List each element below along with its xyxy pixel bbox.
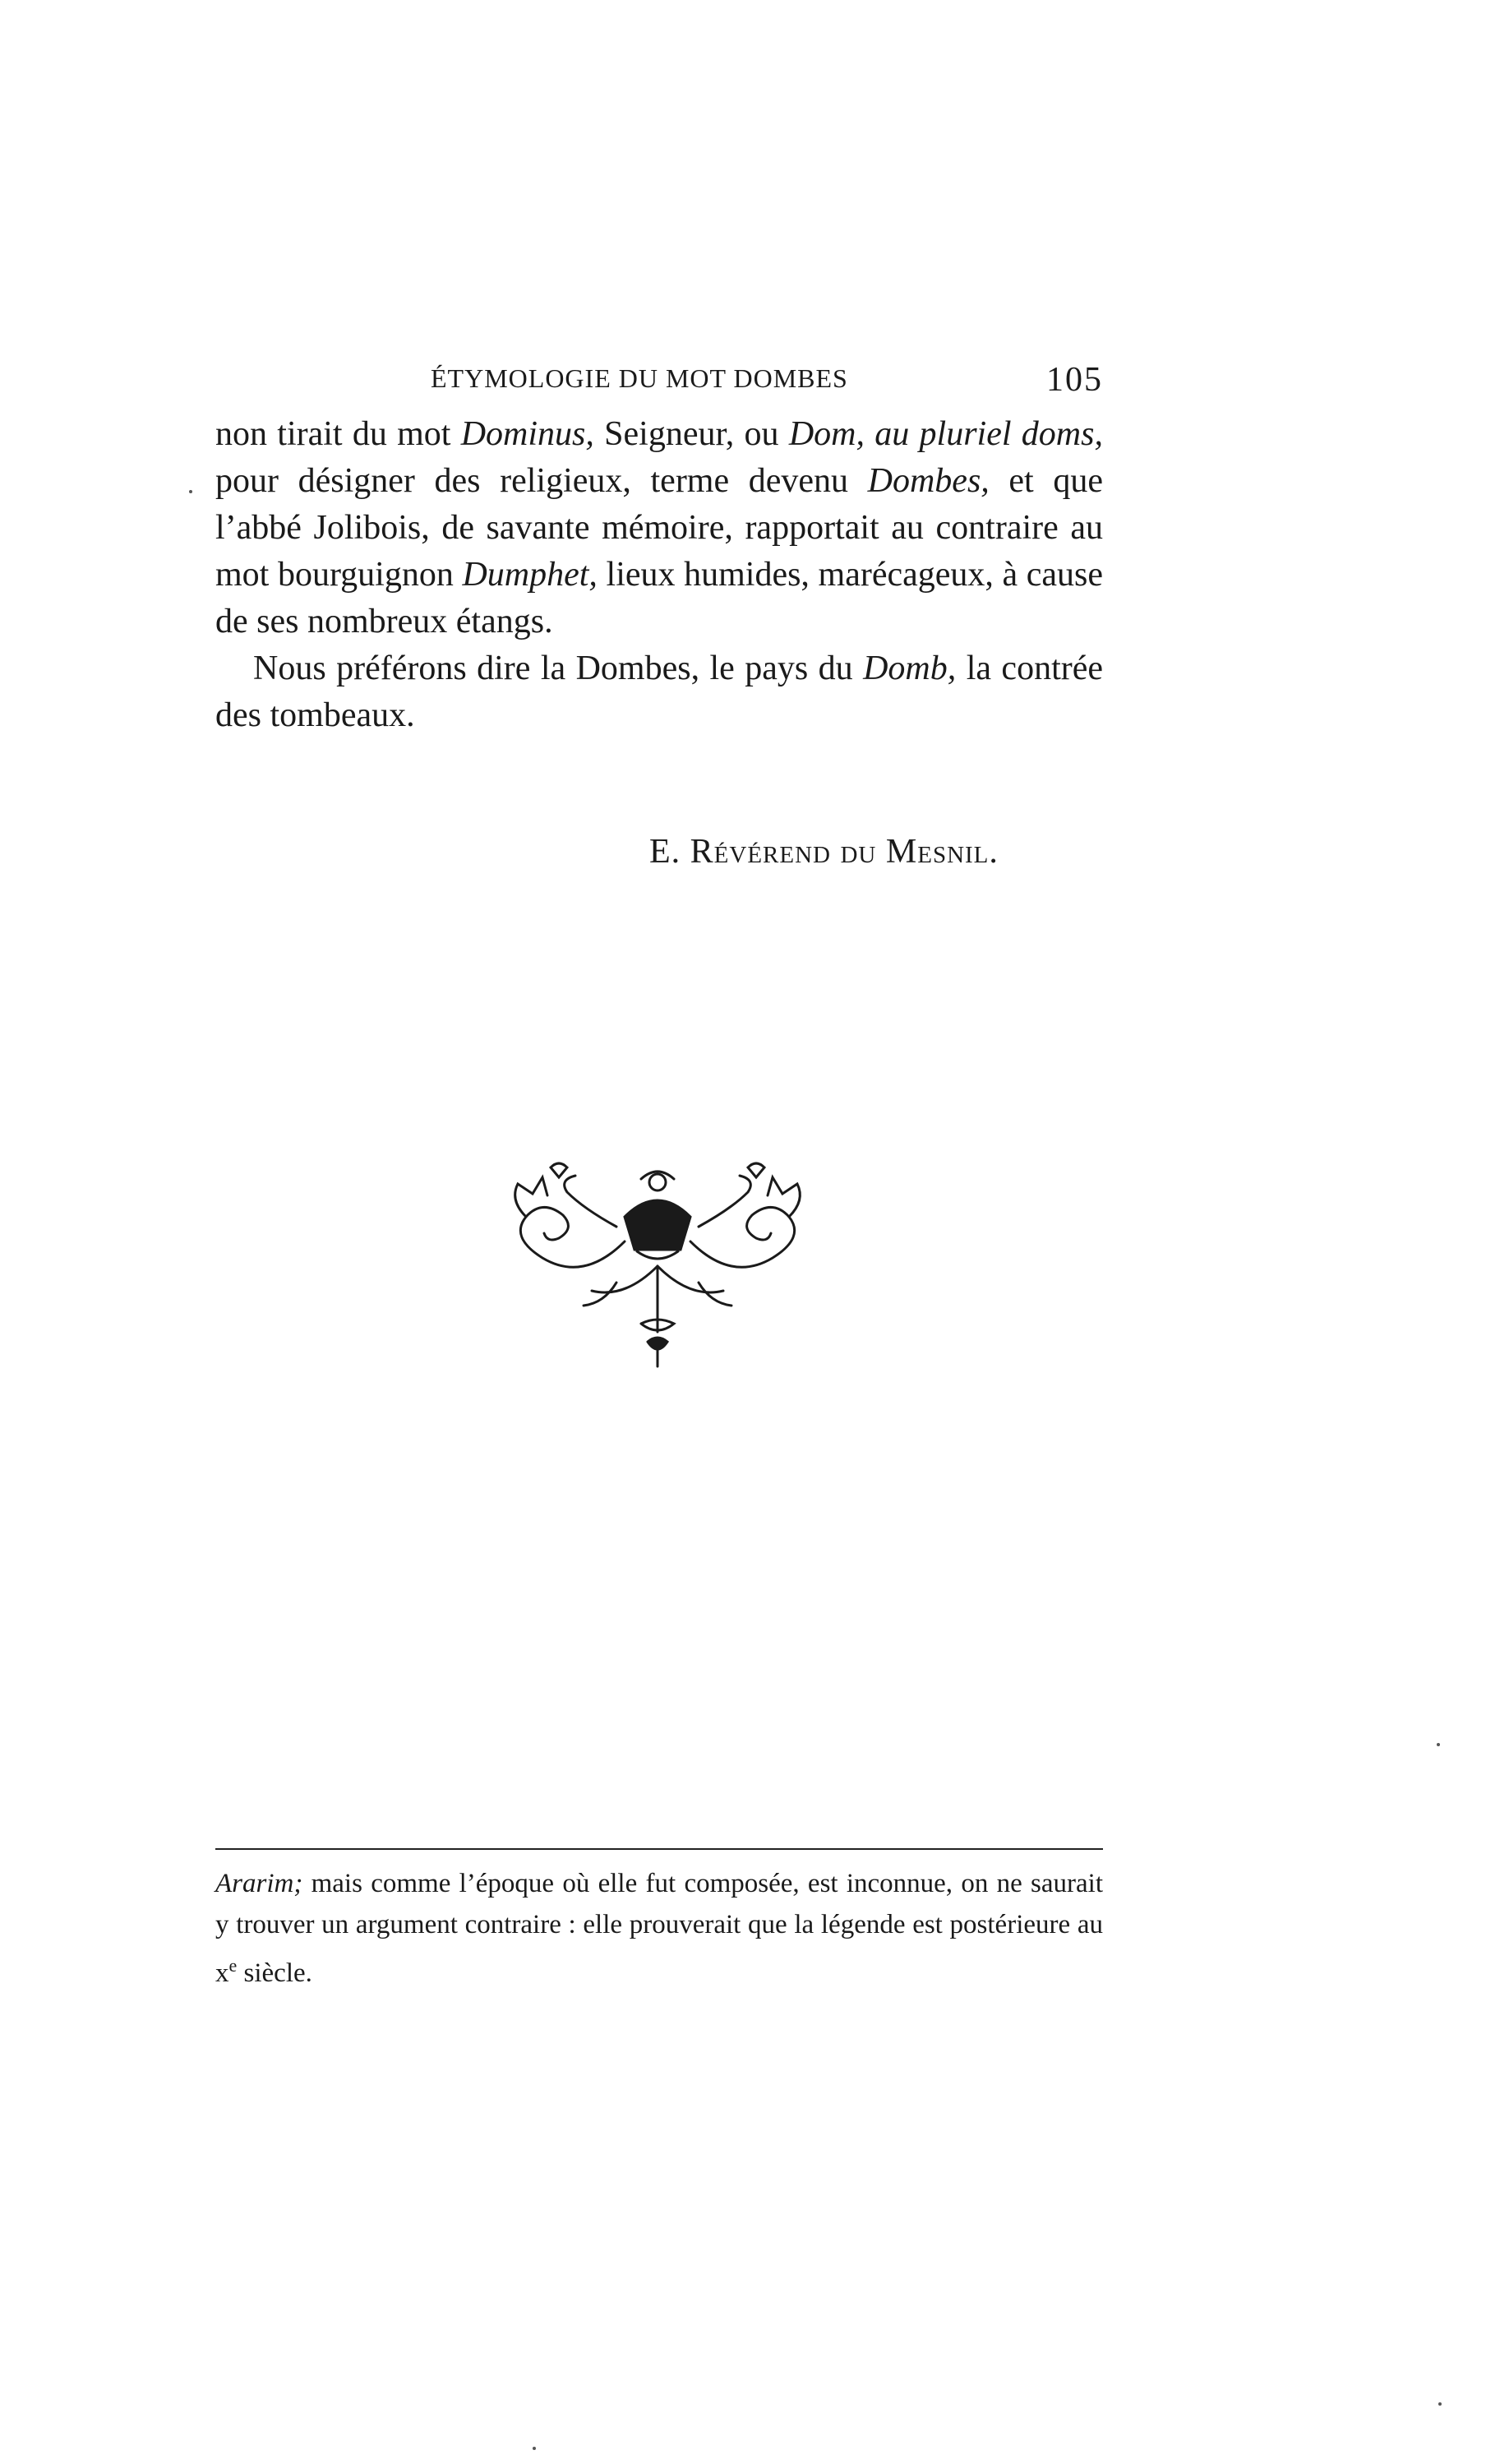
margin-speck [189,490,192,493]
p1-italic-dumphet: Dumphet, [462,556,598,594]
footnote-tail: siècle. [237,1958,312,1988]
p1-text-4: et que l’abbé Jolibois, de savante mémoire, rapportait au contraire au mot bourguignon [215,462,1103,594]
p1-text-5: lieux humides, marécageux, à cause de ses nombreux étangs. [215,556,1104,640]
margin-speck [533,2447,536,2450]
paragraph-1 [215,411,1103,645]
paragraph-2 [215,645,1103,739]
signature-initial: E. R [649,833,714,871]
signature-smallcaps-1: évérend du [713,833,877,871]
signature-space: M [876,833,918,871]
running-head [215,360,1103,409]
footnote [215,1863,1103,1994]
p1-italic-dombes: Dombes, [867,462,990,500]
signature-smallcaps-2: esnil. [917,833,999,871]
p1-italic-dominus: Dominus, [460,415,594,453]
p2-text-2: la contrée des tombeaux. [215,650,1104,734]
p1-text-2: Seigneur, ou [593,415,789,453]
p2-italic-domb: Domb, [863,650,957,687]
p1-text-3: pour désigner des religieux, terme devenu [215,462,868,500]
running-title: ÉTYMOLOGIE DU MOT DOMBES [431,363,848,393]
fleuron-ornament-icon [493,1159,822,1373]
footnote-lead-italic: Ararim; [215,1869,303,1898]
page-number: 105 [1046,361,1103,399]
margin-speck [1437,1743,1440,1746]
p1-italic-dom: Dom, au pluriel doms, [788,415,1103,453]
author-signature [649,832,1027,871]
footnote-text: mais comme l’époque où elle fut composée, est inconnue, on ne saurait y trouver un argument contraire : elle prouverait que la légende est postérieure au x [215,1869,1103,1988]
footnote-rule [215,1848,1103,1850]
p2-text-1: Nous préférons dire la Dombes, le pays du [253,650,864,687]
body-text [215,411,1103,739]
footnote-superscript: e [228,1955,238,1976]
margin-speck [1438,2402,1442,2406]
p1-text-1: non tirait du mot [215,415,461,453]
footnote-paragraph [215,1863,1103,1994]
